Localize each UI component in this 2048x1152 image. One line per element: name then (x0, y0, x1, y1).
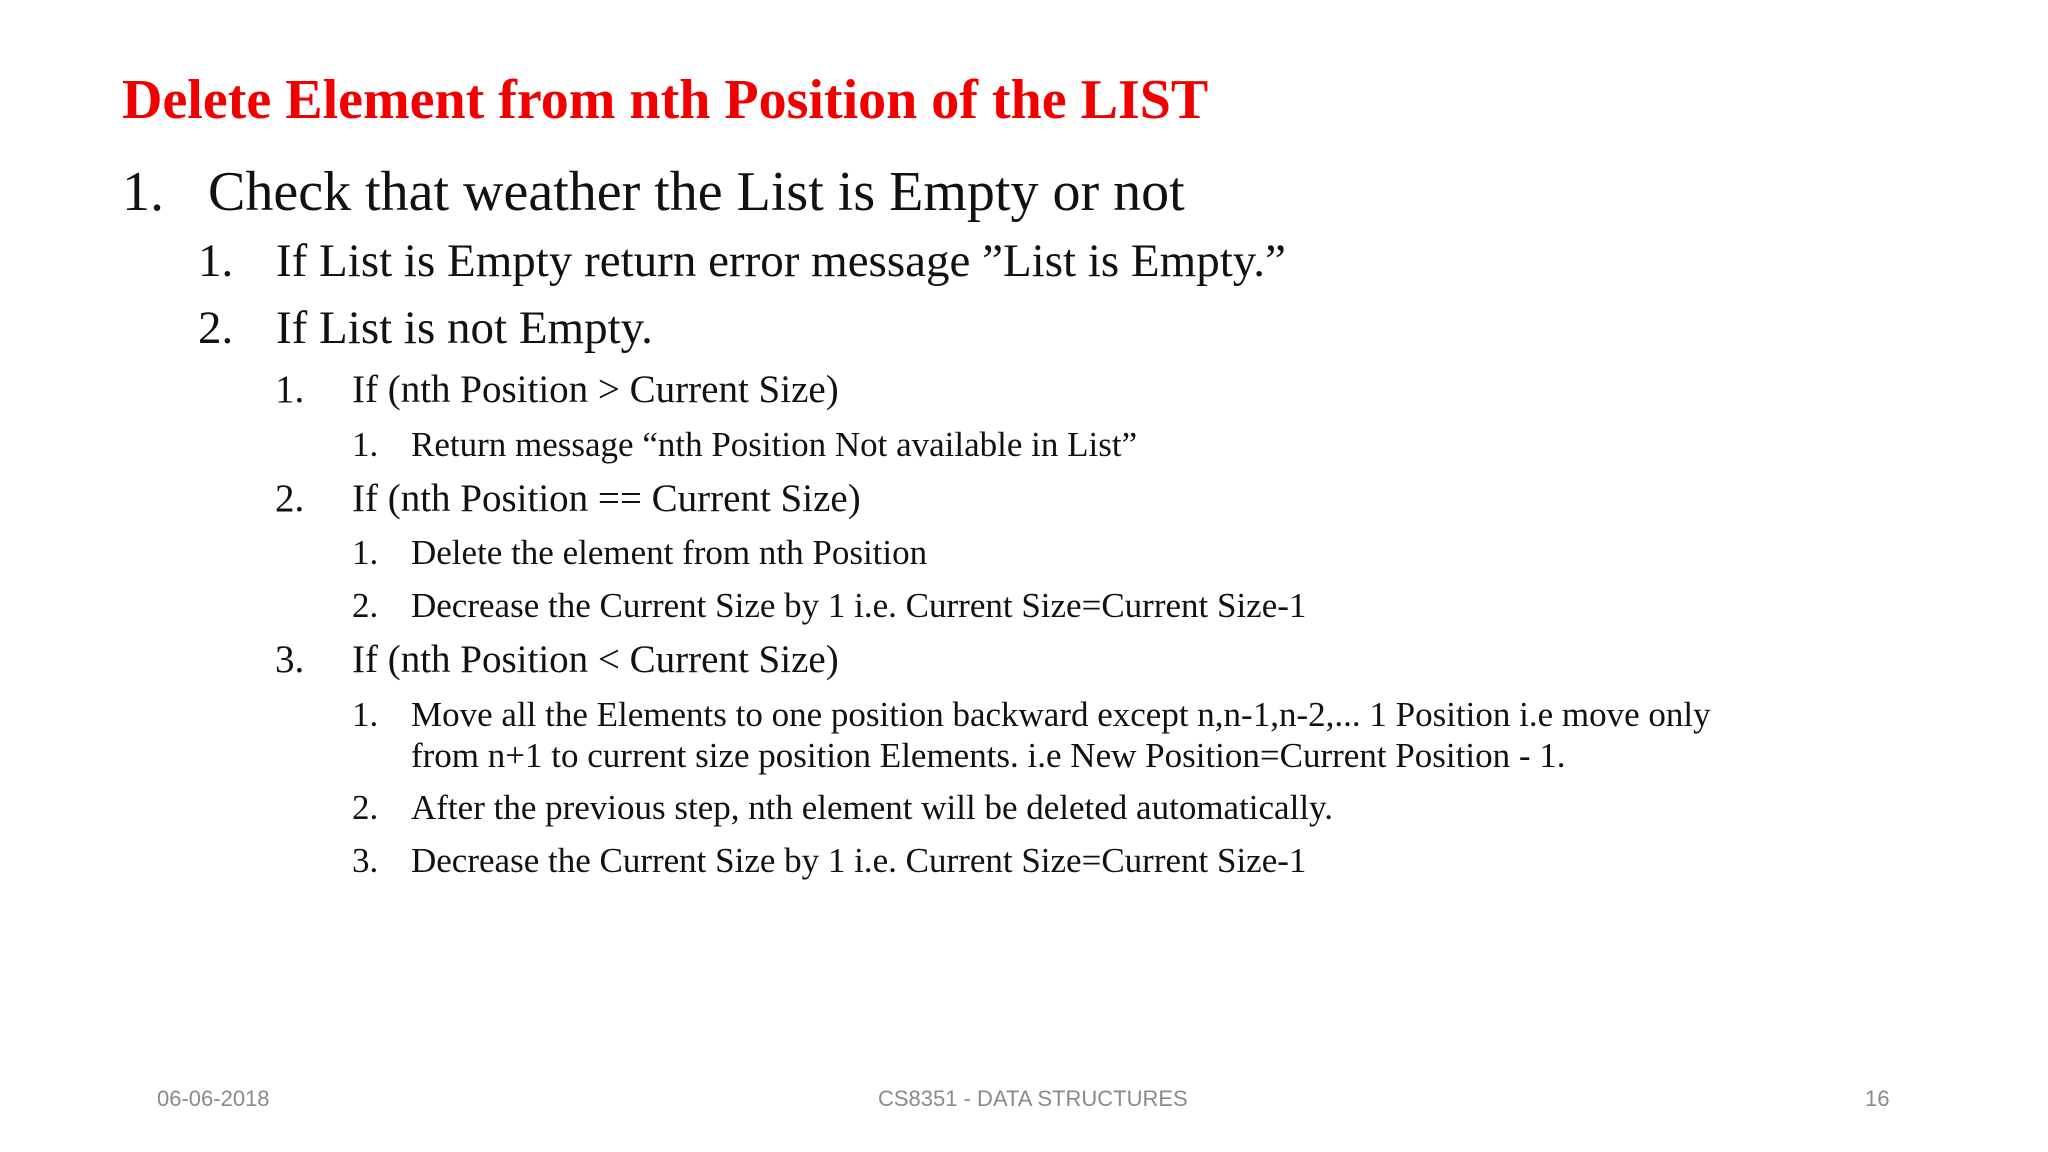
list-text: If List is not Empty. (276, 302, 653, 354)
list-number: 1. (122, 161, 164, 223)
list-text: Delete the element from nth Position (411, 533, 928, 572)
list-text: If (nth Position == Current Size) (352, 477, 861, 520)
list-number: 1. (352, 533, 379, 572)
list-number: 2. (352, 586, 379, 625)
list-text: After the previous step, nth element will be deleted automatically. (411, 788, 1334, 827)
footer-course: CS8351 - DATA STRUCTURES (878, 1086, 1188, 1111)
footer-page-number: 16 (1865, 1086, 1890, 1111)
list-number: 3. (275, 638, 305, 681)
list-text: Check that weather the List is Empty or not (208, 161, 1185, 223)
list-text: If (nth Position < Current Size) (352, 638, 839, 681)
list-text: Move all the Elements to one position backward except n,n-1,n-2,... 1 Position i.e move only (411, 695, 1711, 734)
list-number: 2. (275, 477, 305, 520)
footer-date: 06-06-2018 (157, 1086, 270, 1111)
list-number: 1. (352, 425, 379, 464)
list-text: Return message “nth Position Not available in List” (411, 425, 1138, 464)
slide-title: Delete Element from nth Position of the LIST (122, 69, 1209, 131)
list-number: 1. (275, 368, 305, 411)
list-number: 1. (352, 695, 379, 734)
list-text: If (nth Position > Current Size) (352, 368, 839, 411)
list-number: 1. (198, 235, 234, 287)
list-text: Decrease the Current Size by 1 i.e. Current Size=Current Size-1 (411, 841, 1307, 880)
list-number: 2. (352, 788, 379, 827)
list-text: If List is Empty return error message ”List is Empty.” (276, 235, 1286, 287)
list-number: 2. (198, 302, 234, 354)
list-text-continued: from n+1 to current size position Elements. i.e New Position=Current Position - 1. (411, 736, 1566, 775)
list-number: 3. (352, 841, 379, 880)
list-text: Decrease the Current Size by 1 i.e. Current Size=Current Size-1 (411, 586, 1307, 625)
